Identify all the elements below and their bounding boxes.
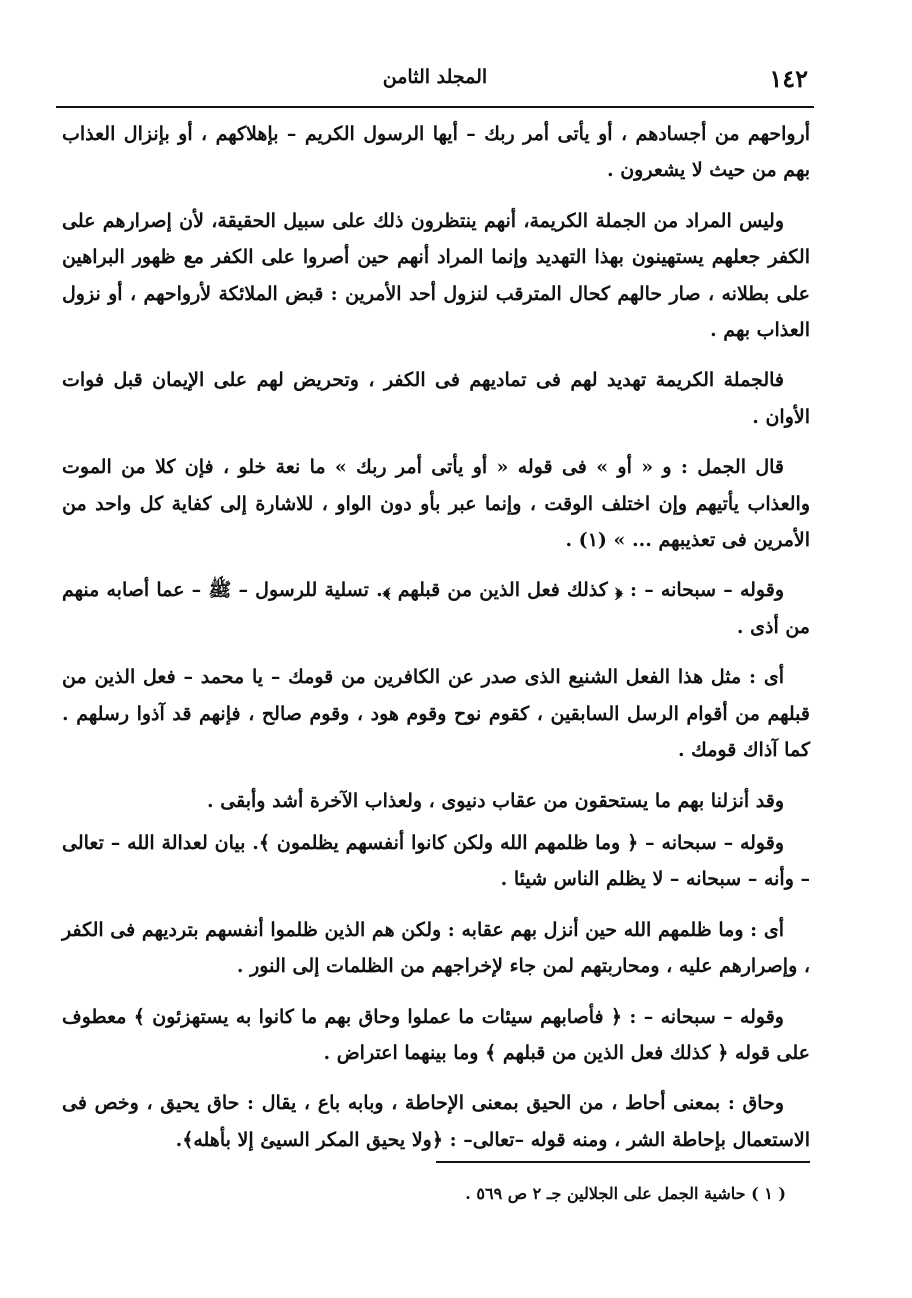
paragraph: وقوله – سبحانه – : ﴿ كذلك فعل الذين من قبلهم ﴾. تسلية للرسول – ﷺ – عما أصابه منهم من أذى . xyxy=(62,579,810,638)
paragraph: وحاق : بمعنى أحاط ، من الحيق بمعنى الإحاطة ، وبابه باع ، يقال : حاق يحيق ، وخص فى الاستعمال بإحاطة الشر ، ومنه قوله –تعالى– : ﴿ولا يحيق المكر السيئ إلا بأهله﴾. xyxy=(62,1092,810,1151)
page-body xyxy=(62,116,810,1172)
paragraph: أرواحهم من أجسادهم ، أو يأتى أمر ربك – أيها الرسول الكريم – بإهلاكهم ، أو بإنزال العذاب بهم من حيث لا يشعرون . xyxy=(62,123,810,182)
paragraph: قال الجمل : و « أو » فى قوله « أو يأتى أمر ربك » ما نعة خلو ، فإن كلا من الموت والعذاب يأتيهم وإن اختلف الوقت ، وإنما عبر بأو دون الواو ، للاشارة إلى كفاية كل واحد من الأمرين فى تعذيبهم ... » (١) . xyxy=(62,456,810,552)
footnote: ( ١ ) حاشية الجمل على الجلالين جـ ٢ ص ٥٦٩ . xyxy=(465,1184,786,1203)
footnote-divider xyxy=(436,1161,810,1163)
paragraph: فالجملة الكريمة تهديد لهم فى تماديهم فى الكفر ، وتحريض لهم على الإيمان قبل فوات الأوان . xyxy=(62,369,810,428)
paragraph: أى : مثل هذا الفعل الشنيع الذى صدر عن الكافرين من قومك – يا محمد – فعل الذين من قبلهم من أقوام الرسل السابقين ، كقوم نوح وقوم هود ، وقوم صالح ، فإنهم قد آذوا رسلهم . كما آذاك قومك . xyxy=(62,666,810,762)
paragraph: وقوله – سبحانه – : ﴿ فأصابهم سيئات ما عملوا وحاق بهم ما كانوا به يستهزئون ﴾ معطوف على قوله ﴿ كذلك فعل الذين من قبلهم ﴾ وما بينهما اعتراض . xyxy=(62,1005,810,1064)
page-header xyxy=(62,62,808,102)
paragraph: وقد أنزلنا بهم ما يستحقون من عقاب دنيوى ، ولعذاب الآخرة أشد وأبقى . xyxy=(207,789,784,812)
paragraph: وقوله – سبحانه – ﴿ وما ظلمهم الله ولكن كانوا أنفسهم يظلمون ﴾. بيان لعدالة الله – تعالى – وأنه – سبحانه – لا يظلم الناس شيئا . xyxy=(62,831,810,891)
paragraph: أى : وما ظلمهم الله حين أنزل بهم عقابه : ولكن هم الذين ظلموا أنفسهم بترديهم فى الكفر ، وإصرارهم عليه ، ومحاربتهم لمن جاء لإخراجهم من الظلمات إلى النور . xyxy=(62,918,810,978)
header-divider xyxy=(56,106,814,108)
page-number: ١٤٢ xyxy=(769,64,808,93)
volume-title: المجلد الثامن xyxy=(382,66,488,88)
paragraph: وليس المراد من الجملة الكريمة، أنهم ينتظرون ذلك على سبيل الحقيقة، لأن إصرارهم على الكفر جعلهم يستهينون بهذا التهديد وإنما المراد أنهم حين أصروا على الكفر مع ظهور البراهين على بطلانه ، صار حالهم كحال المترقب لنزول أحد الأمرين : قبض الملائكة لأرواحهم ، أو نزول العذاب بهم . xyxy=(62,209,810,342)
